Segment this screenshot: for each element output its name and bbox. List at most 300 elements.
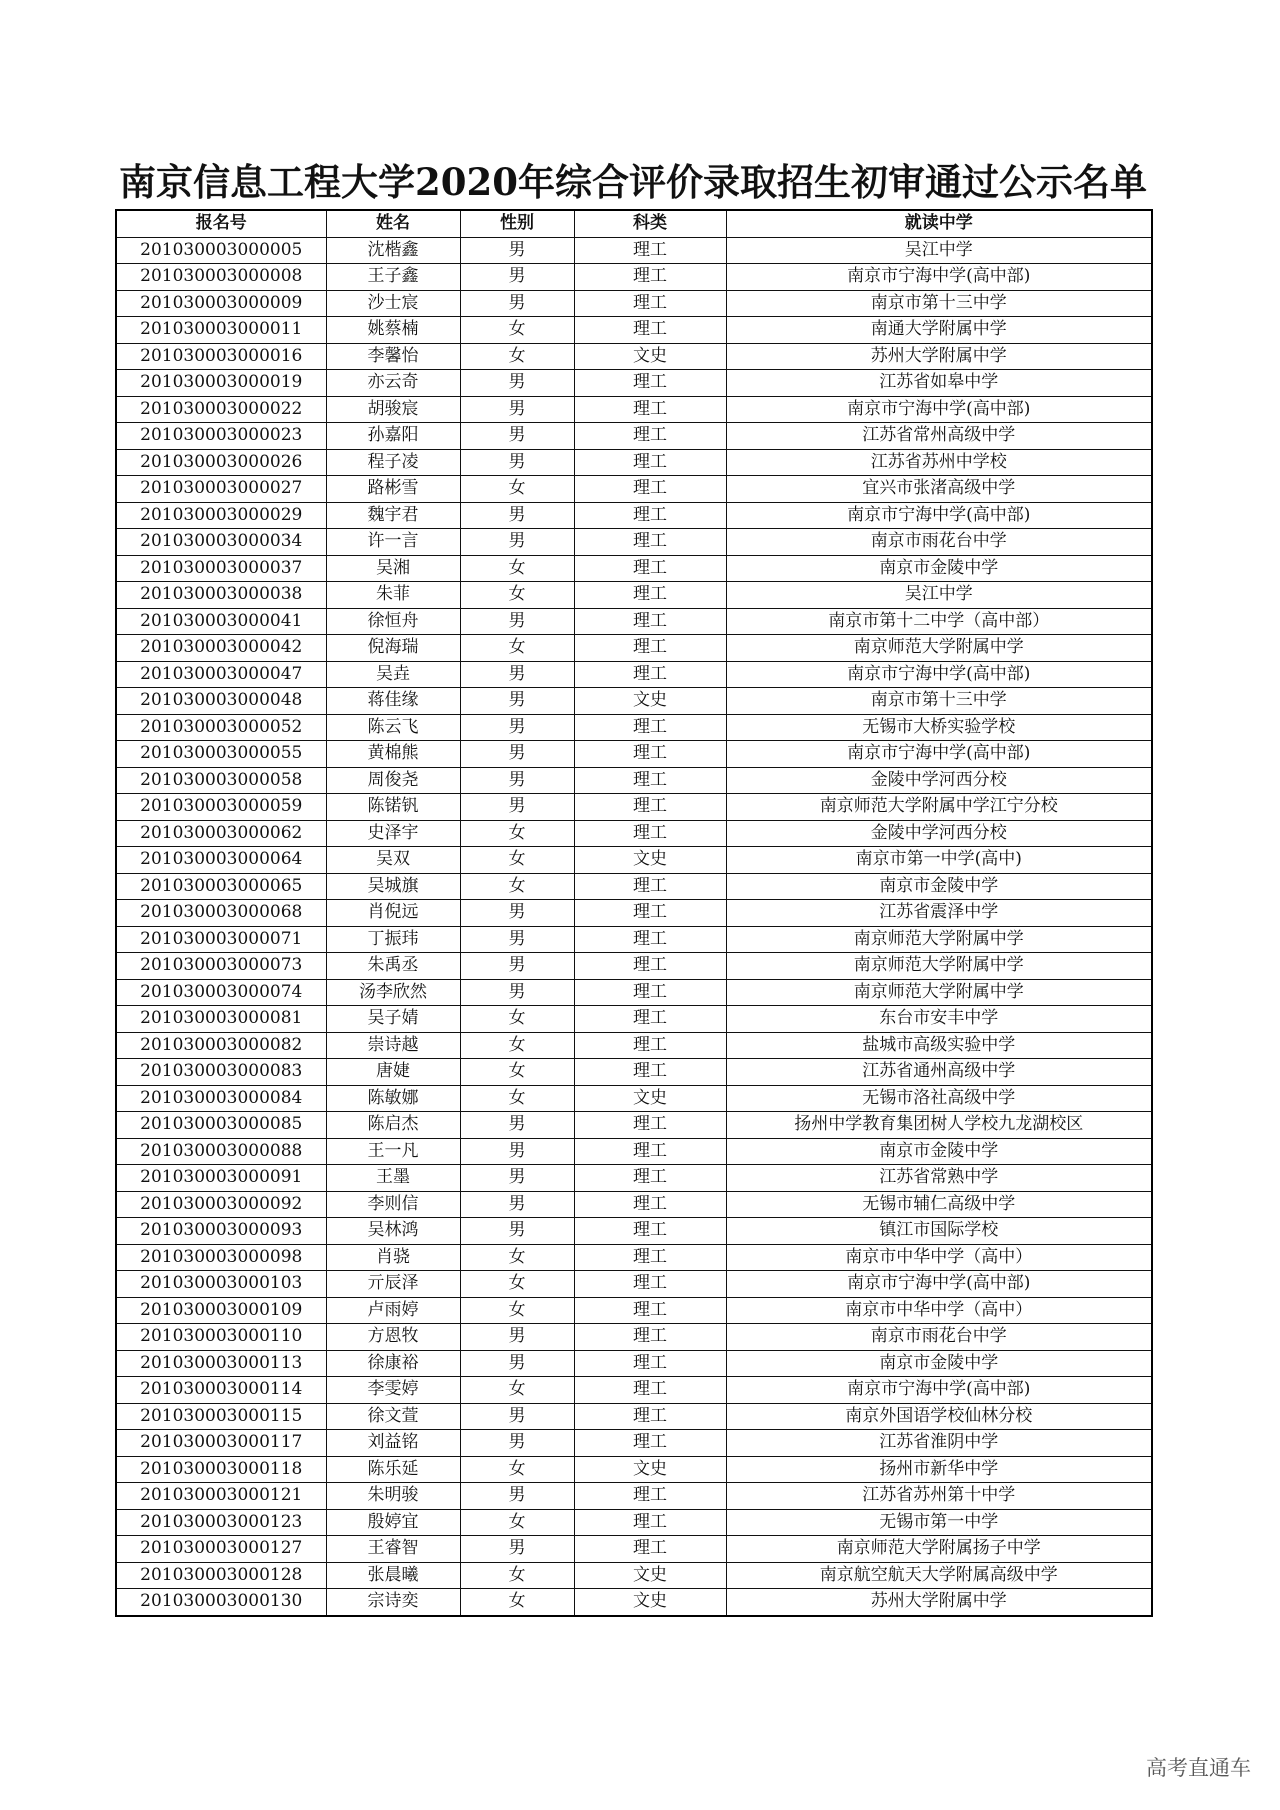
name-cell: 许一言 (326, 529, 460, 556)
name-cell: 徐康裕 (326, 1350, 460, 1377)
subject-category-cell: 理工 (574, 1006, 726, 1033)
high-school-cell: 江苏省常州高级中学 (726, 423, 1152, 450)
high-school-cell: 东台市安丰中学 (726, 1006, 1152, 1033)
subject-category-cell: 理工 (574, 926, 726, 953)
high-school-cell: 苏州大学附属中学 (726, 343, 1152, 370)
gender-cell: 男 (460, 1403, 574, 1430)
name-cell: 陈敏娜 (326, 1085, 460, 1112)
subject-category-cell: 理工 (574, 979, 726, 1006)
gender-cell: 女 (460, 1297, 574, 1324)
name-cell: 唐婕 (326, 1059, 460, 1086)
table-row (116, 555, 1152, 582)
subject-category-cell: 理工 (574, 502, 726, 529)
registration-number-cell: 201030003000026 (116, 449, 326, 476)
gender-cell: 男 (460, 1430, 574, 1457)
high-school-cell: 南京市宁海中学(高中部) (726, 396, 1152, 423)
registration-number-cell: 201030003000041 (116, 608, 326, 635)
column-header-gender: 性别 (460, 210, 574, 237)
table-row (116, 476, 1152, 503)
gender-cell: 男 (460, 1191, 574, 1218)
high-school-cell: 南京师范大学附属中学 (726, 926, 1152, 953)
column-header-subject-category: 科类 (574, 210, 726, 237)
table-row (116, 635, 1152, 662)
subject-category-cell: 理工 (574, 290, 726, 317)
table-row (116, 714, 1152, 741)
high-school-cell: 吴江中学 (726, 582, 1152, 609)
table-row (116, 1350, 1152, 1377)
name-cell: 沙士宸 (326, 290, 460, 317)
table-row (116, 423, 1152, 450)
registration-number-cell: 201030003000064 (116, 847, 326, 874)
table-row (116, 767, 1152, 794)
table-row (116, 608, 1152, 635)
registration-number-cell: 201030003000081 (116, 1006, 326, 1033)
name-cell: 徐恒舟 (326, 608, 460, 635)
name-cell: 吴城旗 (326, 873, 460, 900)
subject-category-cell: 文史 (574, 343, 726, 370)
high-school-cell: 南通大学附属中学 (726, 317, 1152, 344)
table-row (116, 847, 1152, 874)
column-header-name: 姓名 (326, 210, 460, 237)
registration-number-cell: 201030003000092 (116, 1191, 326, 1218)
registration-number-cell: 201030003000068 (116, 900, 326, 927)
gender-cell: 男 (460, 1536, 574, 1563)
name-cell: 程子凌 (326, 449, 460, 476)
registration-number-cell: 201030003000103 (116, 1271, 326, 1298)
subject-category-cell: 理工 (574, 1403, 726, 1430)
gender-cell: 男 (460, 688, 574, 715)
name-cell: 殷婷宜 (326, 1509, 460, 1536)
gender-cell: 男 (460, 237, 574, 264)
registration-number-cell: 201030003000055 (116, 741, 326, 768)
table-row (116, 926, 1152, 953)
gender-cell: 女 (460, 476, 574, 503)
name-cell: 倪海瑞 (326, 635, 460, 662)
name-cell: 王墨 (326, 1165, 460, 1192)
name-cell: 亦云奇 (326, 370, 460, 397)
table-row (116, 449, 1152, 476)
name-cell: 丁振玮 (326, 926, 460, 953)
table-row (116, 1456, 1152, 1483)
registration-number-cell: 201030003000074 (116, 979, 326, 1006)
high-school-cell: 南京市第十三中学 (726, 290, 1152, 317)
high-school-cell: 南京师范大学附属中学江宁分校 (726, 794, 1152, 821)
high-school-cell: 南京市宁海中学(高中部) (726, 741, 1152, 768)
gender-cell: 女 (460, 1059, 574, 1086)
high-school-cell: 南京市金陵中学 (726, 555, 1152, 582)
registration-number-cell: 201030003000114 (116, 1377, 326, 1404)
high-school-cell: 南京市宁海中学(高中部) (726, 264, 1152, 291)
gender-cell: 男 (460, 290, 574, 317)
subject-category-cell: 理工 (574, 1536, 726, 1563)
high-school-cell: 南京市宁海中学(高中部) (726, 502, 1152, 529)
high-school-cell: 南京市金陵中学 (726, 1138, 1152, 1165)
gender-cell: 女 (460, 1562, 574, 1589)
table-row (116, 1138, 1152, 1165)
registration-number-cell: 201030003000121 (116, 1483, 326, 1510)
registration-number-cell: 201030003000130 (116, 1589, 326, 1616)
column-header-high-school: 就读中学 (726, 210, 1152, 237)
high-school-cell: 江苏省如皋中学 (726, 370, 1152, 397)
high-school-cell: 扬州中学教育集团树人学校九龙湖校区 (726, 1112, 1152, 1139)
gender-cell: 男 (460, 953, 574, 980)
name-cell: 朱禹丞 (326, 953, 460, 980)
subject-category-cell: 理工 (574, 1165, 726, 1192)
high-school-cell: 南京市金陵中学 (726, 873, 1152, 900)
name-cell: 卢雨婷 (326, 1297, 460, 1324)
subject-category-cell: 理工 (574, 1324, 726, 1351)
subject-category-cell: 理工 (574, 1430, 726, 1457)
subject-category-cell: 理工 (574, 1138, 726, 1165)
table-row (116, 1244, 1152, 1271)
name-cell: 李馨怡 (326, 343, 460, 370)
table-row (116, 1112, 1152, 1139)
registration-number-cell: 201030003000011 (116, 317, 326, 344)
table-row (116, 1271, 1152, 1298)
subject-category-cell: 理工 (574, 1112, 726, 1139)
subject-category-cell: 理工 (574, 396, 726, 423)
table-row (116, 264, 1152, 291)
gender-cell: 女 (460, 582, 574, 609)
gender-cell: 女 (460, 1509, 574, 1536)
registration-number-cell: 201030003000052 (116, 714, 326, 741)
table-row (116, 1509, 1152, 1536)
name-cell: 吴双 (326, 847, 460, 874)
subject-category-cell: 理工 (574, 1059, 726, 1086)
name-cell: 吴垚 (326, 661, 460, 688)
name-cell: 孙嘉阳 (326, 423, 460, 450)
name-cell: 刘益铭 (326, 1430, 460, 1457)
gender-cell: 女 (460, 1032, 574, 1059)
registration-number-cell: 201030003000023 (116, 423, 326, 450)
table-row (116, 582, 1152, 609)
table-row (116, 979, 1152, 1006)
table-row (116, 900, 1152, 927)
table-row (116, 1032, 1152, 1059)
gender-cell: 男 (460, 1165, 574, 1192)
table-row (116, 237, 1152, 264)
subject-category-cell: 理工 (574, 794, 726, 821)
table-row (116, 1377, 1152, 1404)
gender-cell: 女 (460, 317, 574, 344)
high-school-cell: 南京市宁海中学(高中部) (726, 1271, 1152, 1298)
registration-number-cell: 201030003000085 (116, 1112, 326, 1139)
name-cell: 路彬雪 (326, 476, 460, 503)
gender-cell: 男 (460, 1138, 574, 1165)
gender-cell: 男 (460, 529, 574, 556)
gender-cell: 男 (460, 1350, 574, 1377)
subject-category-cell: 理工 (574, 1244, 726, 1271)
high-school-cell: 无锡市辅仁高级中学 (726, 1191, 1152, 1218)
registration-number-cell: 201030003000128 (116, 1562, 326, 1589)
subject-category-cell: 理工 (574, 661, 726, 688)
high-school-cell: 金陵中学河西分校 (726, 767, 1152, 794)
gender-cell: 女 (460, 1377, 574, 1404)
registration-number-cell: 201030003000016 (116, 343, 326, 370)
name-cell: 张晨曦 (326, 1562, 460, 1589)
registration-number-cell: 201030003000115 (116, 1403, 326, 1430)
name-cell: 肖骁 (326, 1244, 460, 1271)
name-cell: 王一凡 (326, 1138, 460, 1165)
table-row (116, 1483, 1152, 1510)
registration-number-cell: 201030003000065 (116, 873, 326, 900)
subject-category-cell: 理工 (574, 1032, 726, 1059)
registration-number-cell: 201030003000093 (116, 1218, 326, 1245)
high-school-cell: 无锡市第一中学 (726, 1509, 1152, 1536)
subject-category-cell: 理工 (574, 449, 726, 476)
name-cell: 吴子婧 (326, 1006, 460, 1033)
table-row (116, 1562, 1152, 1589)
subject-category-cell: 理工 (574, 555, 726, 582)
subject-category-cell: 理工 (574, 237, 726, 264)
gender-cell: 男 (460, 794, 574, 821)
high-school-cell: 江苏省震泽中学 (726, 900, 1152, 927)
subject-category-cell: 文史 (574, 1562, 726, 1589)
high-school-cell: 南京市第十二中学（高中部） (726, 608, 1152, 635)
gender-cell: 女 (460, 820, 574, 847)
table-header-row (116, 210, 1152, 237)
subject-category-cell: 理工 (574, 767, 726, 794)
registration-number-cell: 201030003000029 (116, 502, 326, 529)
high-school-cell: 江苏省淮阴中学 (726, 1430, 1152, 1457)
high-school-cell: 江苏省通州高级中学 (726, 1059, 1152, 1086)
subject-category-cell: 文史 (574, 1085, 726, 1112)
gender-cell: 男 (460, 264, 574, 291)
name-cell: 王子鑫 (326, 264, 460, 291)
name-cell: 陈云飞 (326, 714, 460, 741)
table-row (116, 873, 1152, 900)
name-cell: 崇诗越 (326, 1032, 460, 1059)
high-school-cell: 南京师范大学附属扬子中学 (726, 1536, 1152, 1563)
high-school-cell: 南京师范大学附属中学 (726, 979, 1152, 1006)
gender-cell: 男 (460, 741, 574, 768)
high-school-cell: 吴江中学 (726, 237, 1152, 264)
registration-number-cell: 201030003000022 (116, 396, 326, 423)
table-row (116, 1536, 1152, 1563)
name-cell: 黄棉熊 (326, 741, 460, 768)
subject-category-cell: 理工 (574, 264, 726, 291)
name-cell: 胡骏宸 (326, 396, 460, 423)
subject-category-cell: 理工 (574, 317, 726, 344)
subject-category-cell: 理工 (574, 820, 726, 847)
name-cell: 魏宇君 (326, 502, 460, 529)
name-cell: 徐文萱 (326, 1403, 460, 1430)
table-row (116, 290, 1152, 317)
table-row (116, 502, 1152, 529)
name-cell: 亓辰泽 (326, 1271, 460, 1298)
registration-number-cell: 201030003000123 (116, 1509, 326, 1536)
gender-cell: 女 (460, 1456, 574, 1483)
table-row (116, 1191, 1152, 1218)
name-cell: 陈启杰 (326, 1112, 460, 1139)
name-cell: 吴林鸿 (326, 1218, 460, 1245)
table-row (116, 317, 1152, 344)
gender-cell: 女 (460, 635, 574, 662)
gender-cell: 女 (460, 1589, 574, 1616)
table-row (116, 820, 1152, 847)
registration-number-cell: 201030003000009 (116, 290, 326, 317)
table-row (116, 794, 1152, 821)
name-cell: 周俊尧 (326, 767, 460, 794)
subject-category-cell: 理工 (574, 582, 726, 609)
subject-category-cell: 理工 (574, 1377, 726, 1404)
gender-cell: 女 (460, 847, 574, 874)
registration-number-cell: 201030003000027 (116, 476, 326, 503)
name-cell: 李则信 (326, 1191, 460, 1218)
subject-category-cell: 理工 (574, 953, 726, 980)
gender-cell: 女 (460, 1244, 574, 1271)
registration-number-cell: 201030003000098 (116, 1244, 326, 1271)
registration-number-cell: 201030003000073 (116, 953, 326, 980)
high-school-cell: 镇江市国际学校 (726, 1218, 1152, 1245)
subject-category-cell: 理工 (574, 635, 726, 662)
table-row (116, 741, 1152, 768)
table-row (116, 1059, 1152, 1086)
high-school-cell: 南京航空航天大学附属高级中学 (726, 1562, 1152, 1589)
high-school-cell: 宜兴市张渚高级中学 (726, 476, 1152, 503)
name-cell: 宗诗奕 (326, 1589, 460, 1616)
high-school-cell: 无锡市洛社高级中学 (726, 1085, 1152, 1112)
name-cell: 吴湘 (326, 555, 460, 582)
gender-cell: 男 (460, 661, 574, 688)
subject-category-cell: 理工 (574, 529, 726, 556)
subject-category-cell: 理工 (574, 476, 726, 503)
gender-cell: 男 (460, 767, 574, 794)
registration-number-cell: 201030003000082 (116, 1032, 326, 1059)
subject-category-cell: 理工 (574, 714, 726, 741)
gender-cell: 男 (460, 979, 574, 1006)
subject-category-cell: 文史 (574, 1589, 726, 1616)
table-body (116, 237, 1152, 1616)
high-school-cell: 南京市中华中学（高中） (726, 1297, 1152, 1324)
gender-cell: 女 (460, 873, 574, 900)
gender-cell: 男 (460, 608, 574, 635)
table-row (116, 370, 1152, 397)
name-cell: 王睿智 (326, 1536, 460, 1563)
subject-category-cell: 理工 (574, 741, 726, 768)
high-school-cell: 南京师范大学附属中学 (726, 635, 1152, 662)
table-row (116, 1165, 1152, 1192)
name-cell: 方恩牧 (326, 1324, 460, 1351)
gender-cell: 男 (460, 926, 574, 953)
registration-number-cell: 201030003000110 (116, 1324, 326, 1351)
subject-category-cell: 文史 (574, 847, 726, 874)
name-cell: 李雯婷 (326, 1377, 460, 1404)
registration-number-cell: 201030003000117 (116, 1430, 326, 1457)
registration-number-cell: 201030003000109 (116, 1297, 326, 1324)
registration-number-cell: 201030003000037 (116, 555, 326, 582)
subject-category-cell: 理工 (574, 1297, 726, 1324)
high-school-cell: 南京市中华中学（高中） (726, 1244, 1152, 1271)
registration-number-cell: 201030003000083 (116, 1059, 326, 1086)
subject-category-cell: 文史 (574, 1456, 726, 1483)
table-row (116, 396, 1152, 423)
high-school-cell: 苏州大学附属中学 (726, 1589, 1152, 1616)
registration-number-cell: 201030003000071 (116, 926, 326, 953)
registration-number-cell: 201030003000091 (116, 1165, 326, 1192)
subject-category-cell: 理工 (574, 370, 726, 397)
high-school-cell: 无锡市大桥实验学校 (726, 714, 1152, 741)
registration-number-cell: 201030003000118 (116, 1456, 326, 1483)
table-row (116, 1324, 1152, 1351)
gender-cell: 男 (460, 1218, 574, 1245)
gender-cell: 男 (460, 502, 574, 529)
gender-cell: 男 (460, 900, 574, 927)
table-row (116, 953, 1152, 980)
column-header-registration-number: 报名号 (116, 210, 326, 237)
registration-number-cell: 201030003000042 (116, 635, 326, 662)
high-school-cell: 南京外国语学校仙林分校 (726, 1403, 1152, 1430)
subject-category-cell: 理工 (574, 1271, 726, 1298)
high-school-cell: 南京市雨花台中学 (726, 529, 1152, 556)
name-cell: 陈锘钒 (326, 794, 460, 821)
name-cell: 蒋佳缘 (326, 688, 460, 715)
registration-number-cell: 201030003000084 (116, 1085, 326, 1112)
subject-category-cell: 理工 (574, 1218, 726, 1245)
registration-number-cell: 201030003000019 (116, 370, 326, 397)
high-school-cell: 南京市宁海中学(高中部) (726, 1377, 1152, 1404)
gender-cell: 男 (460, 423, 574, 450)
registration-number-cell: 201030003000058 (116, 767, 326, 794)
high-school-cell: 江苏省常熟中学 (726, 1165, 1152, 1192)
name-cell: 陈乐延 (326, 1456, 460, 1483)
high-school-cell: 南京市第一中学(高中) (726, 847, 1152, 874)
name-cell: 汤李欣然 (326, 979, 460, 1006)
registration-number-cell: 201030003000048 (116, 688, 326, 715)
table-row (116, 661, 1152, 688)
registration-number-cell: 201030003000059 (116, 794, 326, 821)
subject-category-cell: 理工 (574, 1191, 726, 1218)
subject-category-cell: 理工 (574, 1509, 726, 1536)
registration-number-cell: 201030003000038 (116, 582, 326, 609)
subject-category-cell: 理工 (574, 1350, 726, 1377)
subject-category-cell: 文史 (574, 688, 726, 715)
registration-number-cell: 201030003000005 (116, 237, 326, 264)
table-row (116, 688, 1152, 715)
table-row (116, 1403, 1152, 1430)
gender-cell: 男 (460, 449, 574, 476)
gender-cell: 男 (460, 370, 574, 397)
high-school-cell: 南京市金陵中学 (726, 1350, 1152, 1377)
registration-number-cell: 201030003000127 (116, 1536, 326, 1563)
high-school-cell: 南京市雨花台中学 (726, 1324, 1152, 1351)
registration-number-cell: 201030003000113 (116, 1350, 326, 1377)
name-cell: 沈楷鑫 (326, 237, 460, 264)
registration-number-cell: 201030003000034 (116, 529, 326, 556)
table-row (116, 1430, 1152, 1457)
subject-category-cell: 理工 (574, 608, 726, 635)
high-school-cell: 南京市宁海中学(高中部) (726, 661, 1152, 688)
high-school-cell: 金陵中学河西分校 (726, 820, 1152, 847)
table-row (116, 1006, 1152, 1033)
registration-number-cell: 201030003000047 (116, 661, 326, 688)
high-school-cell: 南京师范大学附属中学 (726, 953, 1152, 980)
watermark: 高考直通车 (1146, 1756, 1251, 1780)
high-school-cell: 扬州市新华中学 (726, 1456, 1152, 1483)
admission-list-table (115, 209, 1153, 1617)
high-school-cell: 江苏省苏州第十中学 (726, 1483, 1152, 1510)
name-cell: 史泽宇 (326, 820, 460, 847)
registration-number-cell: 201030003000062 (116, 820, 326, 847)
subject-category-cell: 理工 (574, 423, 726, 450)
table-row (116, 1085, 1152, 1112)
registration-number-cell: 201030003000008 (116, 264, 326, 291)
page-title: 南京信息工程大学2020年综合评价录取招生初审通过公示名单 (119, 160, 1147, 204)
table-row (116, 343, 1152, 370)
table-row (116, 1297, 1152, 1324)
gender-cell: 女 (460, 1271, 574, 1298)
table-row (116, 1589, 1152, 1616)
